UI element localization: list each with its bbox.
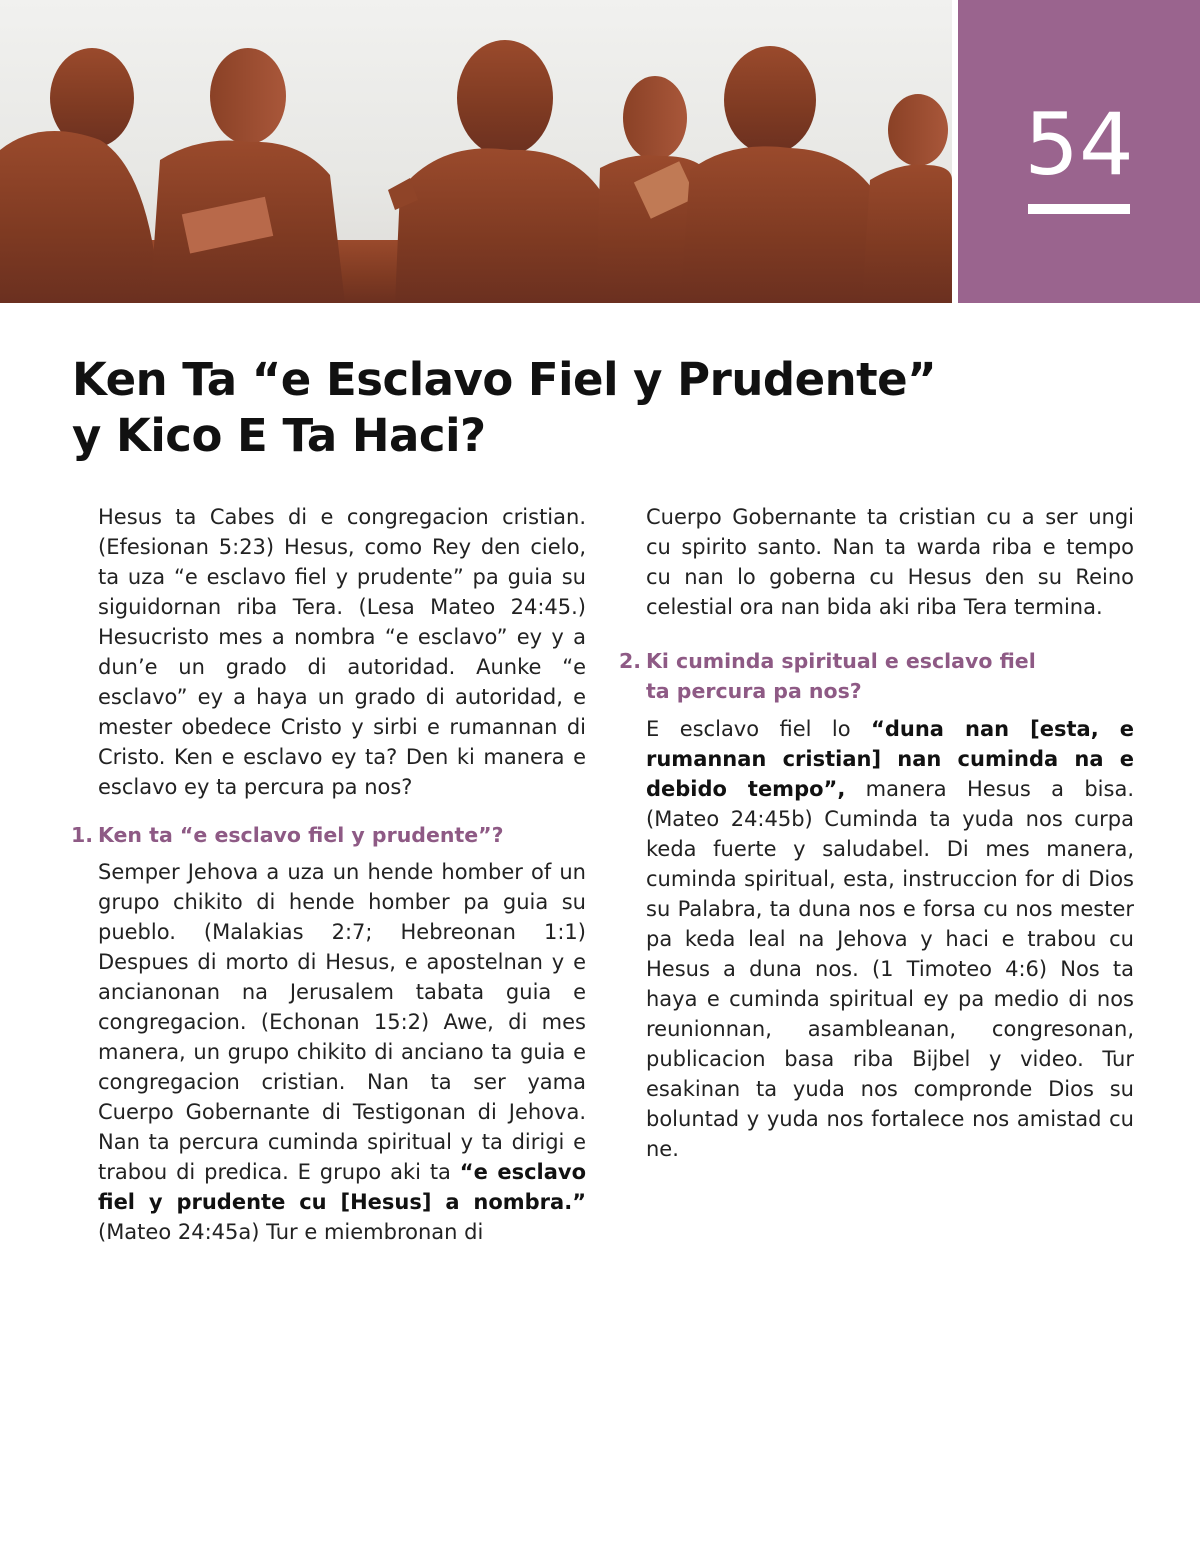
- section-2-bold-quote: “duna nan [esta, e rumannan cristian] nan cuminda na e debido tempo”,: [646, 717, 1134, 801]
- question-2-heading: [619, 646, 1134, 706]
- section-1-text-a: Semper Jehova a uza un hende homber of un grupo chikito di hende homber pa guia su pueblo. (Malakias 2:7; Hebreonan 1:1) Despues di morto di Hesus, e apostelnan y e ancianonan na Jerusalem tabata guia e congregacion. (Echonan 15:2) Awe, di mes manera, un grupo chikito di anciano ta guia e congregacion cristian. Nan ta ser yama Cuerpo Gobernante di Testigonan di Jehova. Nan ta percura cuminda spiritual y ta dirigi e trabou di predica. E grupo aki ta: [98, 860, 586, 1184]
- question-2-number: 2.: [619, 649, 642, 673]
- section-2-text-b: manera Hesus a bisa. (Mateo 24:45b) Cuminda ta yuda nos curpa keda fuerte y saludabel. Di mes manera, cuminda spiritual, esta, instruccion for di Dios su Palabra, ta duna nos e forsa cu nos mester pa keda leal na Jehova y haci e trabou cu Hesus a duna nos. (1 Timoteo 4:6) Nos ta haya e cuminda spiritual ey pa medio di nos reunionnan, asambleanan, congresonan, publicacion basa riba Bijbel y video. Tur esakinan ta yuda nos compronde Dios su boluntad y yuda nos fortalece nos amistad cu ne.: [646, 777, 1134, 1161]
- lesson-number-box: [958, 0, 1200, 303]
- question-1-heading: [71, 820, 586, 850]
- page-title-line-2: y Kico E Ta Haci?: [72, 409, 486, 462]
- question-2-line-2: ta percura pa nos?: [646, 679, 862, 703]
- header-photo: [0, 0, 952, 303]
- section-1-bold-quote: “e esclavo fiel y prudente cu [Hesus] a nombra.”: [98, 1160, 586, 1214]
- section-1-paragraph: [98, 857, 586, 1247]
- question-1-text: Ken ta “e esclavo fiel y prudente”?: [98, 823, 504, 847]
- page-title-line-1: Ken Ta “e Esclavo Fiel y Prudente”: [72, 353, 937, 406]
- section-2-text-a: E esclavo fiel lo: [646, 717, 872, 741]
- elders-silhouette-illustration: [0, 0, 952, 303]
- right-column: [619, 502, 1134, 1164]
- question-1-number: 1.: [71, 823, 94, 847]
- question-2-line-1: Ki cuminda spiritual e esclavo fiel: [646, 649, 1036, 673]
- lesson-number: 54: [1024, 95, 1134, 195]
- left-column: [71, 502, 586, 1247]
- page-title: [72, 352, 972, 464]
- lesson-number-underline: [1028, 204, 1130, 214]
- intro-paragraph: Hesus ta Cabes di e congregacion cristian. (Efesionan 5:23) Hesus, como Rey den cielo, ta uza “e esclavo fiel y prudente” pa guia su siguidornan riba Tera. (Lesa Mateo 24:45.) Hesucristo mes a nombra “e esclavo” ey y a dun’e un grado di autoridad. Aunke “e esclavo” ey a haya un grado di autoridad, e mester obedece Cristo y sirbi e rumannan di Cristo. Ken e esclavo ey ta? Den ki manera e esclavo ey ta percura pa nos?: [98, 505, 586, 799]
- section-1-continued: Cuerpo Gobernante ta cristian cu a ser ungi cu spirito santo. Nan ta warda riba e tempo cu nan lo goberna cu Hesus den su Reino celestial ora nan bida aki riba Tera termina.: [646, 505, 1134, 619]
- section-1-text-b: (Mateo 24:45a) Tur e miembronan di: [98, 1220, 484, 1244]
- section-2-paragraph: [646, 714, 1134, 1164]
